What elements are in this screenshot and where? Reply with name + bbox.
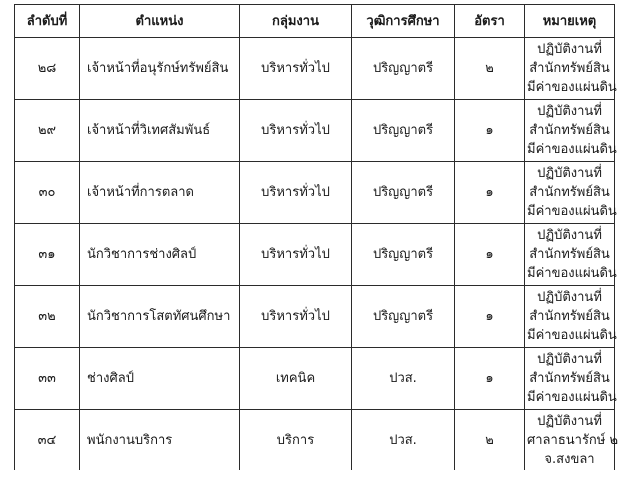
remark-line: มีค่าของแผ่นดิน [527,80,617,95]
remark-line: สำนักทรัพย์สิน [529,123,610,138]
header-rate: อัตรา [455,5,525,38]
row-education: ปริญญาตรี [352,224,455,286]
row-no: ๓๒ [15,286,80,348]
row-education: ปวส. [352,410,455,471]
table-row [15,38,615,100]
remark-line: ปฏิบัติงานที่ [537,166,602,181]
table-row [15,100,615,162]
row-education: ปริญญาตรี [352,286,455,348]
remark-line: มีค่าของแผ่นดิน [527,328,617,343]
row-no: ๒๙ [15,100,80,162]
row-rate: ๑ [455,286,525,348]
header-remark: หมายเหตุ [525,5,615,38]
row-no: ๒๘ [15,38,80,100]
remark-line: สำนักทรัพย์สิน [529,371,610,386]
positions-table [14,4,619,470]
row-group: บริหารทั่วไป [240,286,352,348]
row-rate: ๒ [455,38,525,100]
table-row [15,286,615,348]
row-group: เทคนิค [240,348,352,410]
row-no: ๓๓ [15,348,80,410]
row-education: ปริญญาตรี [352,38,455,100]
row-remark [525,348,615,410]
row-rate: ๑ [455,348,525,410]
positions-document [14,4,619,470]
row-group: บริหารทั่วไป [240,162,352,224]
row-education: ปริญญาตรี [352,100,455,162]
row-remark [525,162,615,224]
remark-line: ศาลาธนารักษ์ ๒ [527,432,619,448]
remark-line: ปฏิบัติงานที่ [537,413,602,429]
table-row [15,224,615,286]
row-position: เจ้าหน้าที่วิเทศสัมพันธ์ [80,100,240,162]
remark-line: ปฏิบัติงานที่ [537,228,602,243]
remark-line: ปฏิบัติงานที่ [537,290,602,305]
header-education: วุฒิการศึกษา [352,5,455,38]
remark-line: สำนักทรัพย์สิน [529,61,610,76]
table-header-row [15,5,615,38]
remark-line: มีค่าของแผ่นดิน [527,204,617,219]
row-position: เจ้าหน้าที่อนุรักษ์ทรัพย์สิน [80,38,240,100]
row-education: ปวส. [352,348,455,410]
remark-line: ปฏิบัติงานที่ [537,352,602,367]
remark-line: สำนักทรัพย์สิน [529,247,610,262]
row-position: ช่างศิลป์ [80,348,240,410]
remark-line: มีค่าของแผ่นดิน [527,390,617,405]
remark-line: จ.สงขลา [544,451,595,467]
row-position: เจ้าหน้าที่การตลาด [80,162,240,224]
row-group: บริหารทั่วไป [240,224,352,286]
table-row [15,348,615,410]
row-position: นักวิชาการโสตทัศนศึกษา [80,286,240,348]
table-row [15,162,615,224]
table-body [15,38,619,471]
remark-line: ปฏิบัติงานที่ [537,42,602,57]
remark-line: ปฏิบัติงานที่ [537,104,602,119]
row-remark [525,100,615,162]
row-no: ๓๔ [15,410,80,471]
row-group: บริการ [240,410,352,471]
row-education: ปริญญาตรี [352,162,455,224]
row-rate: ๑ [455,100,525,162]
remark-line: สำนักทรัพย์สิน [529,185,610,200]
row-position: นักวิชาการช่างศิลป์ [80,224,240,286]
row-no: ๓๑ [15,224,80,286]
row-position: พนักงานบริการ [80,410,240,471]
remark-line: สำนักทรัพย์สิน [529,309,610,324]
row-group: บริหารทั่วไป [240,100,352,162]
header-no: ลำดับที่ [15,5,80,38]
row-remark [525,38,615,100]
row-remark [525,224,615,286]
header-group: กลุ่มงาน [240,5,352,38]
row-remark [525,410,619,471]
table-row [15,410,615,471]
row-rate: ๒ [455,410,525,471]
header-position: ตำแหน่ง [80,5,240,38]
row-rate: ๑ [455,162,525,224]
row-group: บริหารทั่วไป [240,38,352,100]
remark-line: มีค่าของแผ่นดิน [527,142,617,157]
remark-line: มีค่าของแผ่นดิน [527,266,617,281]
row-remark [525,286,615,348]
row-rate: ๑ [455,224,525,286]
row-no: ๓๐ [15,162,80,224]
